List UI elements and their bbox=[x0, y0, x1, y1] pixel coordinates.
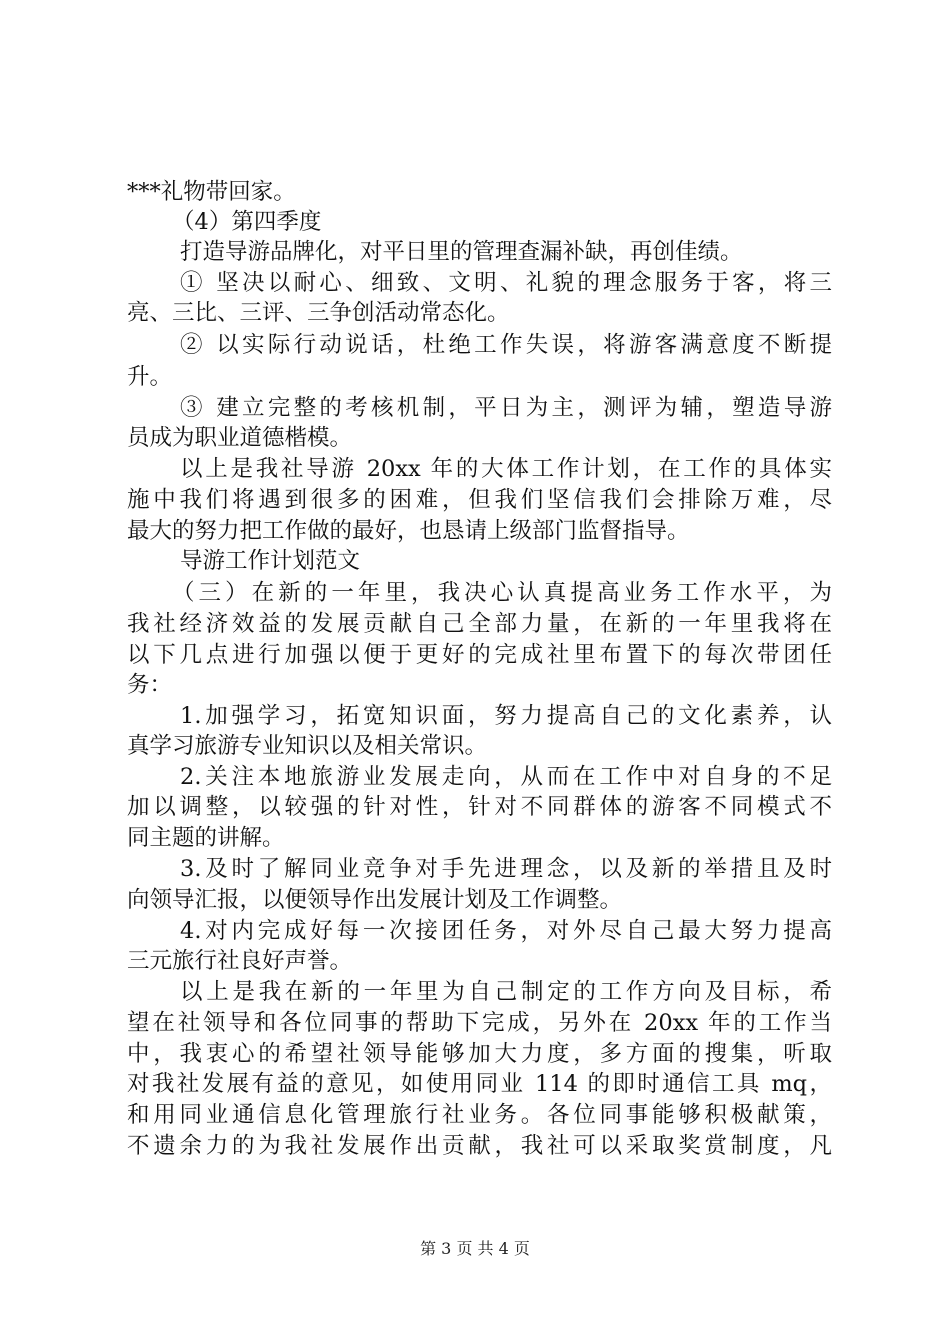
text-line: 三元旅行社良好声誉。 bbox=[127, 948, 353, 974]
text-line: 同主题的讲解。 bbox=[127, 825, 285, 851]
paragraph-line: 务： bbox=[127, 672, 173, 698]
list-item: ① 坚决以耐心、细致、文明、礼貌的理念服务于客，将三 bbox=[180, 270, 832, 296]
paragraph-line: 以上是我在新的一年里为自己制定的工作方向及目标，希 bbox=[180, 979, 832, 1005]
text-line: 打造导游品牌化，对平日里的管理查漏补缺，再创佳绩。 bbox=[180, 239, 743, 265]
paragraph-line: （三）在新的一年里，我决心认真提高业务工作水平，为 bbox=[172, 580, 832, 606]
paragraph-line: 中，我衷心的希望社领导能够加大力度，多方面的搜集，听取 bbox=[127, 1041, 832, 1067]
text-line: 升。 bbox=[127, 364, 173, 390]
page-number-footer: 第 3 页 共 4 页 bbox=[420, 1239, 530, 1258]
paragraph-line: 和用同业通信息化管理旅行社业务。各位同事能够积极献策， bbox=[127, 1102, 832, 1128]
list-item: 2.关注本地旅游业发展走向，从而在工作中对自身的不足 bbox=[180, 764, 832, 790]
section-title: 导游工作计划范文 bbox=[180, 548, 361, 574]
text-line: 向领导汇报，以便领导作出发展计划及工作调整。 bbox=[127, 887, 623, 913]
section-heading-q4: （4）第四季度 bbox=[172, 209, 322, 235]
list-item: 1.加强学习，拓宽知识面，努力提高自己的文化素养，认 bbox=[180, 703, 832, 729]
text-line: 加以调整，以较强的针对性，针对不同群体的游客不同模式不 bbox=[127, 794, 832, 820]
text-line: 员成为职业道德楷模。 bbox=[127, 425, 353, 451]
list-item: ③ 建立完整的考核机制，平日为主，测评为辅，塑造导游 bbox=[180, 395, 832, 421]
paragraph-line: 以上是我社导游 20xx 年的大体工作计划，在工作的具体实 bbox=[180, 456, 832, 482]
paragraph-line: 望在社领导和各位同事的帮助下完成，另外在 20xx 年的工作当 bbox=[127, 1010, 832, 1036]
paragraph-line: 最大的努力把工作做的最好，也恳请上级部门监督指导。 bbox=[127, 518, 690, 544]
paragraph-line: 施中我们将遇到很多的困难，但我们坚信我们会排除万难，尽 bbox=[127, 487, 832, 513]
text-line: 真学习旅游专业知识以及相关常识。 bbox=[127, 733, 488, 759]
list-item: 3.及时了解同业竞争对手先进理念，以及新的举措且及时 bbox=[180, 856, 832, 882]
list-item: 4.对内完成好每一次接团任务，对外尽自己最大努力提高 bbox=[180, 918, 832, 944]
paragraph-line: 不遗余力的为我社发展作出贡献，我社可以采取奖赏制度，凡 bbox=[127, 1133, 832, 1159]
text-line: 亮、三比、三评、三争创活动常态化。 bbox=[127, 300, 510, 326]
paragraph-line: 我社经济效益的发展贡献自己全部力量，在新的一年里我将在 bbox=[127, 611, 832, 637]
paragraph-line: 以下几点进行加强以便于更好的完成社里布置下的每次带团任 bbox=[127, 642, 832, 668]
paragraph-line: 对我社发展有益的意见，如使用同业 114 的即时通信工具 mq， bbox=[127, 1071, 832, 1097]
text-line: ***礼物带回家。 bbox=[127, 179, 296, 205]
list-item: ② 以实际行动说话，杜绝工作失误，将游客满意度不断提 bbox=[180, 332, 832, 358]
